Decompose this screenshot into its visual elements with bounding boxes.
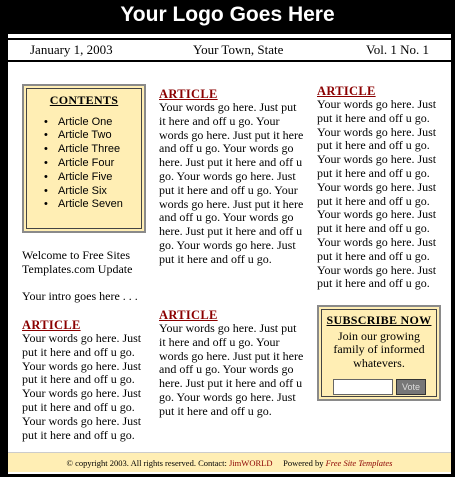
volume-number: Vol. 1 No. 1 bbox=[366, 42, 429, 57]
subscribe-form bbox=[333, 379, 429, 395]
article-block-4 bbox=[317, 84, 445, 291]
contents-box bbox=[22, 84, 146, 233]
article-heading-1[interactable]: ARTICLE bbox=[22, 318, 81, 332]
article-block-1 bbox=[22, 318, 146, 442]
article-heading-4[interactable]: ARTICLE bbox=[317, 84, 376, 98]
vote-button[interactable]: Vote bbox=[396, 379, 426, 395]
issue-date: January 1, 2003 bbox=[30, 42, 113, 57]
page-frame bbox=[4, 0, 451, 477]
intro-text: Your intro goes here . . . bbox=[22, 289, 138, 303]
contents-item-6[interactable]: • Article Six bbox=[44, 185, 144, 199]
article-body-1: Your words go here. Just put it here and off u go. Your words go here. Just put it here and off u go. Your words go here. Just put it here and off u go. Your words go here. Just put it here and off u go. bbox=[22, 331, 142, 442]
contents-item-5[interactable]: • Article Five bbox=[44, 171, 144, 185]
contents-item-1[interactable]: • Article One bbox=[44, 116, 144, 130]
article-heading-2[interactable]: ARTICLE bbox=[159, 87, 218, 101]
subscribe-text: Join our growing family of informed whatevers. bbox=[333, 328, 425, 370]
welcome-text: Welcome to Free Sites Templates.com Update bbox=[22, 248, 133, 276]
article-body-2: Your words go here. Just put it here and off u go. Your words go here. Just put it here and off u go. Your words go here. Just put it here and off u go. Your words go here. Just put it here and off u go. Your words go here. Just put it here and off u go. Your words go here. Just put it here and off u go. Your words go here. Just put it here and off u go. bbox=[159, 100, 304, 266]
contents-item-3[interactable]: • Article Three bbox=[44, 143, 144, 157]
logo-text: Your Logo Goes Here bbox=[120, 3, 335, 26]
contents-item-4[interactable]: • Article Four bbox=[44, 157, 144, 171]
newsletter-page bbox=[8, 34, 451, 474]
powered-by-text: Powered by bbox=[283, 458, 324, 468]
subscribe-email-input[interactable] bbox=[333, 379, 393, 395]
article-body-3: Your words go here. Just put it here and off u go. Your words go here. Just put it here and off u go. Your words go here. Just put it here and off u go. Your words go here. Just put it here and off u go. bbox=[159, 321, 304, 418]
contents-item-2[interactable]: • Article Two bbox=[44, 129, 144, 143]
contents-title: CONTENTS bbox=[49, 93, 119, 107]
contact-link[interactable]: JimWORLD bbox=[229, 458, 273, 468]
templates-link[interactable]: Free Site Templates bbox=[325, 458, 393, 468]
copyright-text: © copyright 2003. All rights reserved. Contact: bbox=[66, 458, 227, 468]
article-block-2 bbox=[159, 87, 305, 267]
subscribe-title: SUBSCRIBE NOW bbox=[326, 313, 432, 327]
contents-list bbox=[24, 116, 144, 213]
article-heading-3[interactable]: ARTICLE bbox=[159, 308, 218, 322]
article-block-3 bbox=[159, 308, 305, 419]
town-state: Your Town, State bbox=[193, 42, 284, 57]
subscribe-box bbox=[317, 305, 441, 401]
dateline bbox=[8, 38, 451, 62]
contents-item-7[interactable]: • Article Seven bbox=[44, 198, 144, 212]
article-body-4: Your words go here. Just put it here and off u go. Your words go here. Just put it here and off u go. Your words go here. Just put it here and off u go. Your words go here. Just put it here and off u go. Your words go here. Just put it here and off u go. Your words go here. Just put it here and off u go. Your words go here. Just put it here and off u go. bbox=[317, 97, 437, 291]
footer bbox=[8, 452, 451, 472]
